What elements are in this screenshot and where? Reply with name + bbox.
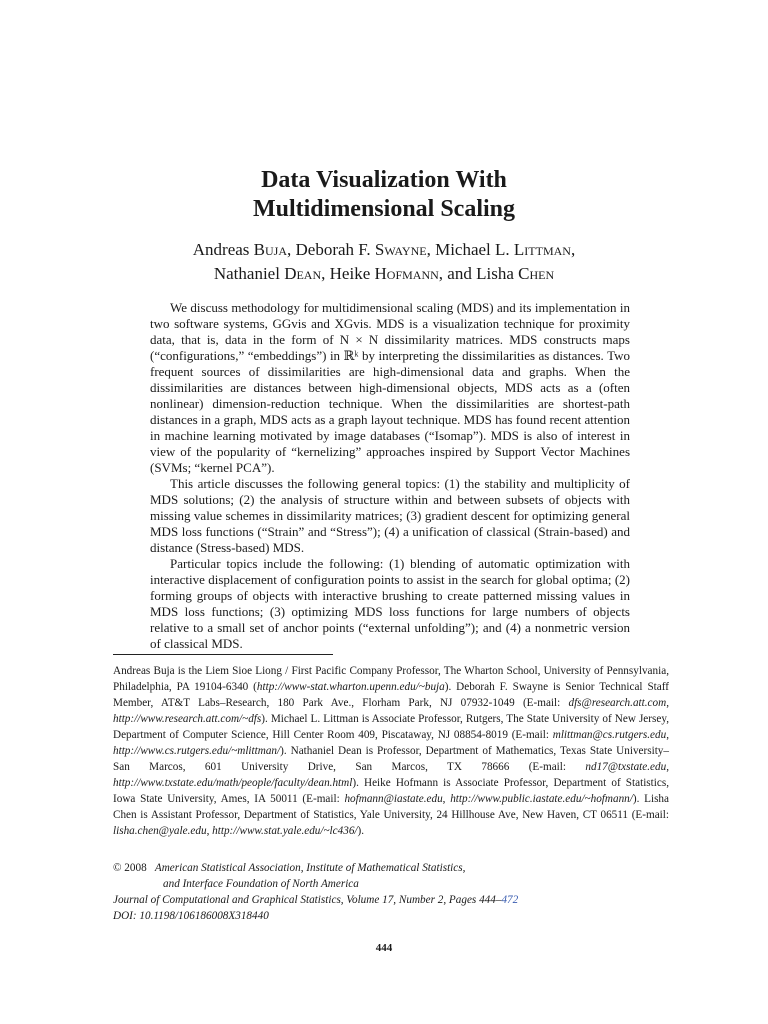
author-first-name: Deborah F. (295, 240, 371, 259)
author-separator: , (321, 264, 330, 283)
author-list (0, 238, 768, 286)
footnote-url[interactable]: http://www-stat.wharton.upenn.edu/~buja (256, 681, 445, 693)
footnote-url[interactable]: http://www.stat.yale.edu/~lc436/ (212, 825, 358, 837)
author-first-name: Lisha (476, 264, 514, 283)
footnote-email[interactable]: hofmann@iastate.edu (344, 793, 443, 805)
author-last-name: Buja (253, 240, 288, 259)
footnote-email[interactable]: nd17@txstate.edu (585, 761, 667, 773)
footnote-segment: ). (357, 825, 365, 837)
footnote-segment: ). Heike Hofmann is Associate Professor, Department of Statistics, Iowa State University, Ames, IA 50011 (E-mail: (113, 777, 669, 805)
journal-citation-text: Journal of Computational and Graphical Statistics, Volume 17, Number 2, Pages 444– (113, 894, 502, 906)
abstract-paragraph-2: This article discusses the following general topics: (1) the stability and multiplicity of MDS solutions; (2) the analysis of structure within and between subsets of objects with missing value schemes in dissimilarity matrices; (3) gradient descent for optimizing general MDS loss functions (“Strain” and “Stress”); (4) a unification of classical (Strain-based) and distance (Stress-based) MDS. (150, 476, 630, 555)
author-last-name: Chen (518, 264, 555, 283)
author-affiliations-footnote (113, 663, 669, 839)
footnote-divider (113, 654, 333, 655)
author-last-name: Littman (513, 240, 571, 259)
footnote-email[interactable]: dfs@research.att.com (568, 697, 667, 709)
author-last-name: Swayne (374, 240, 427, 259)
copyright-block (113, 860, 673, 924)
copyright-line (113, 860, 673, 876)
footnote-segment: ). Lisha Chen is Assistant Professor, Department of Statistics, Yale University, 24 Hillhouse Ave, New Haven, CT 06511 (E-mail: (113, 793, 669, 821)
author-line-2 (0, 262, 768, 286)
footnote-segment: , (442, 793, 451, 805)
footnote-segment: Andreas Buja is the Liem Sioe Liong / First Pacific Company Professor, The Wharton School, University of Pennsylvania, Philadelphia, PA 19104-6340 ( (113, 665, 669, 693)
footnote-segment: ). Deborah F. Swayne is Senior Technical Staff Member, AT&T Labs–Research, 180 Park Ave., Florham Park, NJ 07932-1049 (E-mail: (113, 681, 669, 709)
doi[interactable]: DOI: 10.1198/106186008X318440 (113, 910, 269, 922)
abstract-paragraph-3: Particular topics include the following: (1) blending of automatic optimization with interactive displacement of configuration points to assist in the search for global optima; (2) forming groups of objects with interactive brushing to create patterned missing values in MDS loss functions; (3) optimizing MDS loss functions for large numbers of objects relative to a small set of anchor points (“external unfolding”); and (4) a nonmetric version of classical MDS. (150, 556, 630, 651)
footnote-url[interactable]: http://www.public.iastate.edu/~hofmann/ (450, 793, 633, 805)
footnote-url[interactable]: http://www.cs.rutgers.edu/~mlittman/ (113, 745, 281, 757)
footnote-segment: , (666, 761, 669, 773)
footnote-segment: , (666, 729, 669, 741)
author-separator: , and (438, 264, 477, 283)
page-range-link[interactable]: 472 (501, 894, 519, 906)
copyright-year: 2008 (124, 862, 147, 874)
author-separator: , (570, 240, 576, 259)
author-first-name: Michael L. (435, 240, 510, 259)
abstract-paragraph-1: We discuss methodology for multidimensional scaling (MDS) and its implementation in two software systems, GGvis and XGvis. MDS is a visualization technique for proximity data, that is, data in the form of N × N dissimilarity matrices. MDS constructs maps (“configurations,” “embeddings”) in ℝᵏ by interpreting the dissimilarities as distances. Two frequent sources of dissimilarities are high-dimensional data and graphs. When the dissimilarities are distances between high-dimensional objects, MDS acts as a (often nonlinear) dimension-reduction technique. When the dissimilarities are shortest-path distances in a graph, MDS acts as a graph layout technique. MDS has found recent attention in machine learning motivated by image databases (“Isomap”). MDS is also of interest in view of the popularity of “kernelizing” approaches inspired by Support Vector Machines (SVMs; “kernel PCA”). (150, 300, 630, 475)
journal-citation (113, 892, 673, 908)
footnote-email[interactable]: lisha.chen@yale.edu (113, 825, 207, 837)
author-first-name: Andreas (192, 240, 250, 259)
page-number: 444 (375, 942, 393, 954)
footnote-url[interactable]: http://www.txstate.edu/math/people/faculty/dean.html (113, 777, 353, 789)
author-line-1 (0, 238, 768, 262)
author-last-name: Hofmann (374, 264, 439, 283)
copyright-organizations: American Statistical Association, Institute of Mathematical Statistics, (154, 862, 466, 874)
abstract (150, 300, 630, 652)
footnote-segment: , (206, 825, 213, 837)
author-separator: , (287, 240, 296, 259)
title-line-2: Multidimensional Scaling (252, 196, 516, 222)
footnote-segment: ). Nathaniel Dean is Professor, Department of Mathematics, Texas State University–San Marcos, 601 University Drive, San Marcos, TX 78666 (E-mail: (113, 745, 669, 773)
footnote-segment: ). Michael L. Littman is Associate Professor, Rutgers, The State University of New Jersey, Department of Computer Science, Hill Center Room 409, Piscataway, NJ 08854-8019 (E-mail: (113, 713, 669, 741)
author-last-name: Dean (284, 264, 322, 283)
author-first-name: Heike (329, 264, 371, 283)
footnote-url[interactable]: http://www.research.att.com/~dfs (113, 713, 262, 725)
footnote-segment: , (666, 697, 669, 709)
copyright-organizations-continued: and Interface Foundation of North America (163, 878, 359, 890)
footnote-email[interactable]: mlittman@cs.rutgers.edu (552, 729, 667, 741)
author-first-name: Nathaniel (213, 264, 280, 283)
title-line-1: Data Visualization With (261, 167, 507, 193)
copyright-symbol: © (113, 862, 122, 874)
footnote-text (113, 663, 669, 839)
paper-title (0, 166, 768, 224)
author-separator: , (426, 240, 436, 259)
